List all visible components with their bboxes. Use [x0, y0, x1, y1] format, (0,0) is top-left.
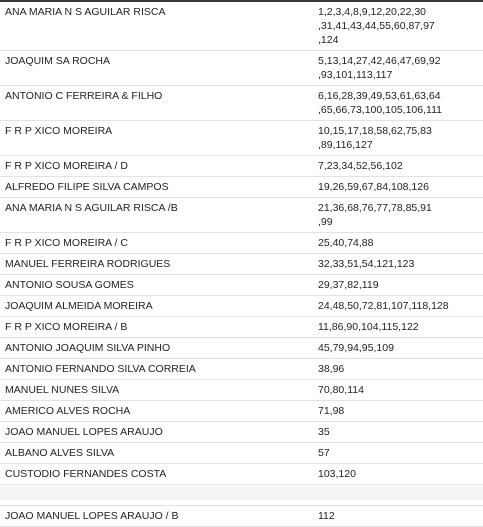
lot-numbers	[307, 2, 483, 51]
lot-numbers-line: 112	[318, 510, 335, 522]
owner-name: ANA MARIA N S AGUILAR RISCA	[0, 2, 307, 51]
owners-table	[0, 2, 483, 527]
lot-numbers-line: 10,15,17,18,58,62,75,83	[318, 125, 432, 137]
owner-name: AMERICO ALVES ROCHA	[0, 401, 307, 422]
footer-bar	[0, 486, 483, 500]
table-row	[0, 401, 483, 422]
owner-name: ALBANO ALVES SILVA	[0, 443, 307, 464]
lot-numbers-line: 70,80,114	[318, 384, 364, 396]
lot-numbers	[307, 275, 483, 296]
lot-numbers	[307, 177, 483, 198]
owner-name: ANA MARIA N S AGUILAR RISCA /B	[0, 198, 307, 233]
table-row	[0, 317, 483, 338]
lot-numbers	[307, 401, 483, 422]
lot-numbers-line: 35	[318, 426, 330, 438]
table-row	[0, 2, 483, 51]
lot-numbers	[307, 51, 483, 86]
lot-numbers	[307, 317, 483, 338]
table-row	[0, 156, 483, 177]
owner-name: ANTONIO C FERREIRA & FILHO	[0, 86, 307, 121]
owner-name: JOAO MANUEL LOPES ARAUJO / B	[0, 506, 307, 527]
lot-numbers-line: 19,26,59,67,84,108,126	[318, 181, 429, 193]
lot-numbers-line: 11,86,90,104,115,122	[318, 321, 419, 333]
lot-numbers	[307, 380, 483, 401]
owner-name: F R P XICO MOREIRA / C	[0, 233, 307, 254]
lot-numbers	[307, 86, 483, 121]
owner-name: MANUEL NUNES SILVA	[0, 380, 307, 401]
table-row	[0, 275, 483, 296]
lot-numbers	[307, 296, 483, 317]
lot-numbers	[307, 198, 483, 233]
lot-numbers-line: 5,13,14,27,42,46,47,69,92	[318, 55, 441, 67]
lot-numbers-line: 24,48,50,72,81,107,118,128	[318, 300, 449, 312]
owner-name: MANUEL FERREIRA RODRIGUES	[0, 254, 307, 275]
owner-name: F R P XICO MOREIRA / B	[0, 317, 307, 338]
table-row	[0, 506, 483, 527]
owner-name: JOAQUIM ALMEIDA MOREIRA	[0, 296, 307, 317]
lot-numbers-line: 57	[318, 447, 330, 459]
lot-numbers-line: ,93,101,113,117	[318, 69, 393, 81]
lot-numbers-line: 25,40,74,88	[318, 237, 374, 249]
lot-numbers-line: 38,96	[318, 363, 345, 375]
lot-numbers	[307, 338, 483, 359]
table-row	[0, 198, 483, 233]
table-body	[0, 2, 483, 527]
lot-numbers-line: 29,37,82,119	[318, 279, 379, 291]
lot-numbers-line: 6,16,28,39,49,53,61,63,64	[318, 90, 441, 102]
table-row	[0, 464, 483, 485]
lot-numbers	[307, 422, 483, 443]
owner-name: CUSTODIO FERNANDES COSTA	[0, 464, 307, 485]
table-row	[0, 121, 483, 156]
table-row	[0, 86, 483, 121]
owner-name: F R P XICO MOREIRA	[0, 121, 307, 156]
table-row	[0, 359, 483, 380]
table-row	[0, 254, 483, 275]
lot-numbers-line: ,31,41,43,44,55,60,87,97	[318, 20, 435, 32]
owner-name: ANTONIO SOUSA GOMES	[0, 275, 307, 296]
lot-numbers-line: ,89,116,127	[318, 139, 373, 151]
table-row	[0, 177, 483, 198]
owner-name: JOAQUIM SA ROCHA	[0, 51, 307, 86]
table-row	[0, 233, 483, 254]
table-row	[0, 296, 483, 317]
table-row	[0, 51, 483, 86]
lot-numbers	[307, 233, 483, 254]
lot-numbers	[307, 156, 483, 177]
lot-numbers-line: 103,120	[318, 468, 356, 480]
lot-numbers	[307, 506, 483, 527]
lot-numbers-line: 7,23,34,52,56,102	[318, 160, 403, 172]
lot-numbers-line: 21,36,68,76,77,78,85,91	[318, 202, 432, 214]
lot-numbers-line: ,65,66,73,100,105,106,111	[318, 104, 442, 116]
lot-numbers	[307, 443, 483, 464]
lot-numbers	[307, 359, 483, 380]
lot-numbers-line: 1,2,3,4,8,9,12,20,22,30	[318, 6, 427, 18]
lot-numbers-line: 45,79,94,95,109	[318, 342, 394, 354]
owner-name: ANTONIO FERNANDO SILVA CORREIA	[0, 359, 307, 380]
table-row	[0, 380, 483, 401]
lot-numbers	[307, 121, 483, 156]
lot-numbers-line: ,124	[318, 34, 339, 46]
lot-numbers	[307, 464, 483, 485]
owner-name: F R P XICO MOREIRA / D	[0, 156, 307, 177]
table-row	[0, 422, 483, 443]
lot-numbers-line: 32,33,51,54,121,123	[318, 258, 415, 270]
lot-numbers-line: 71,98	[318, 405, 345, 417]
table-row	[0, 443, 483, 464]
owner-name: ALFREDO FILIPE SILVA CAMPOS	[0, 177, 307, 198]
owner-name: ANTONIO JOAQUIM SILVA PINHO	[0, 338, 307, 359]
owner-name: JOAO MANUEL LOPES ARAUJO	[0, 422, 307, 443]
table-row	[0, 338, 483, 359]
lot-numbers	[307, 254, 483, 275]
lot-numbers-line: ,99	[318, 216, 333, 228]
